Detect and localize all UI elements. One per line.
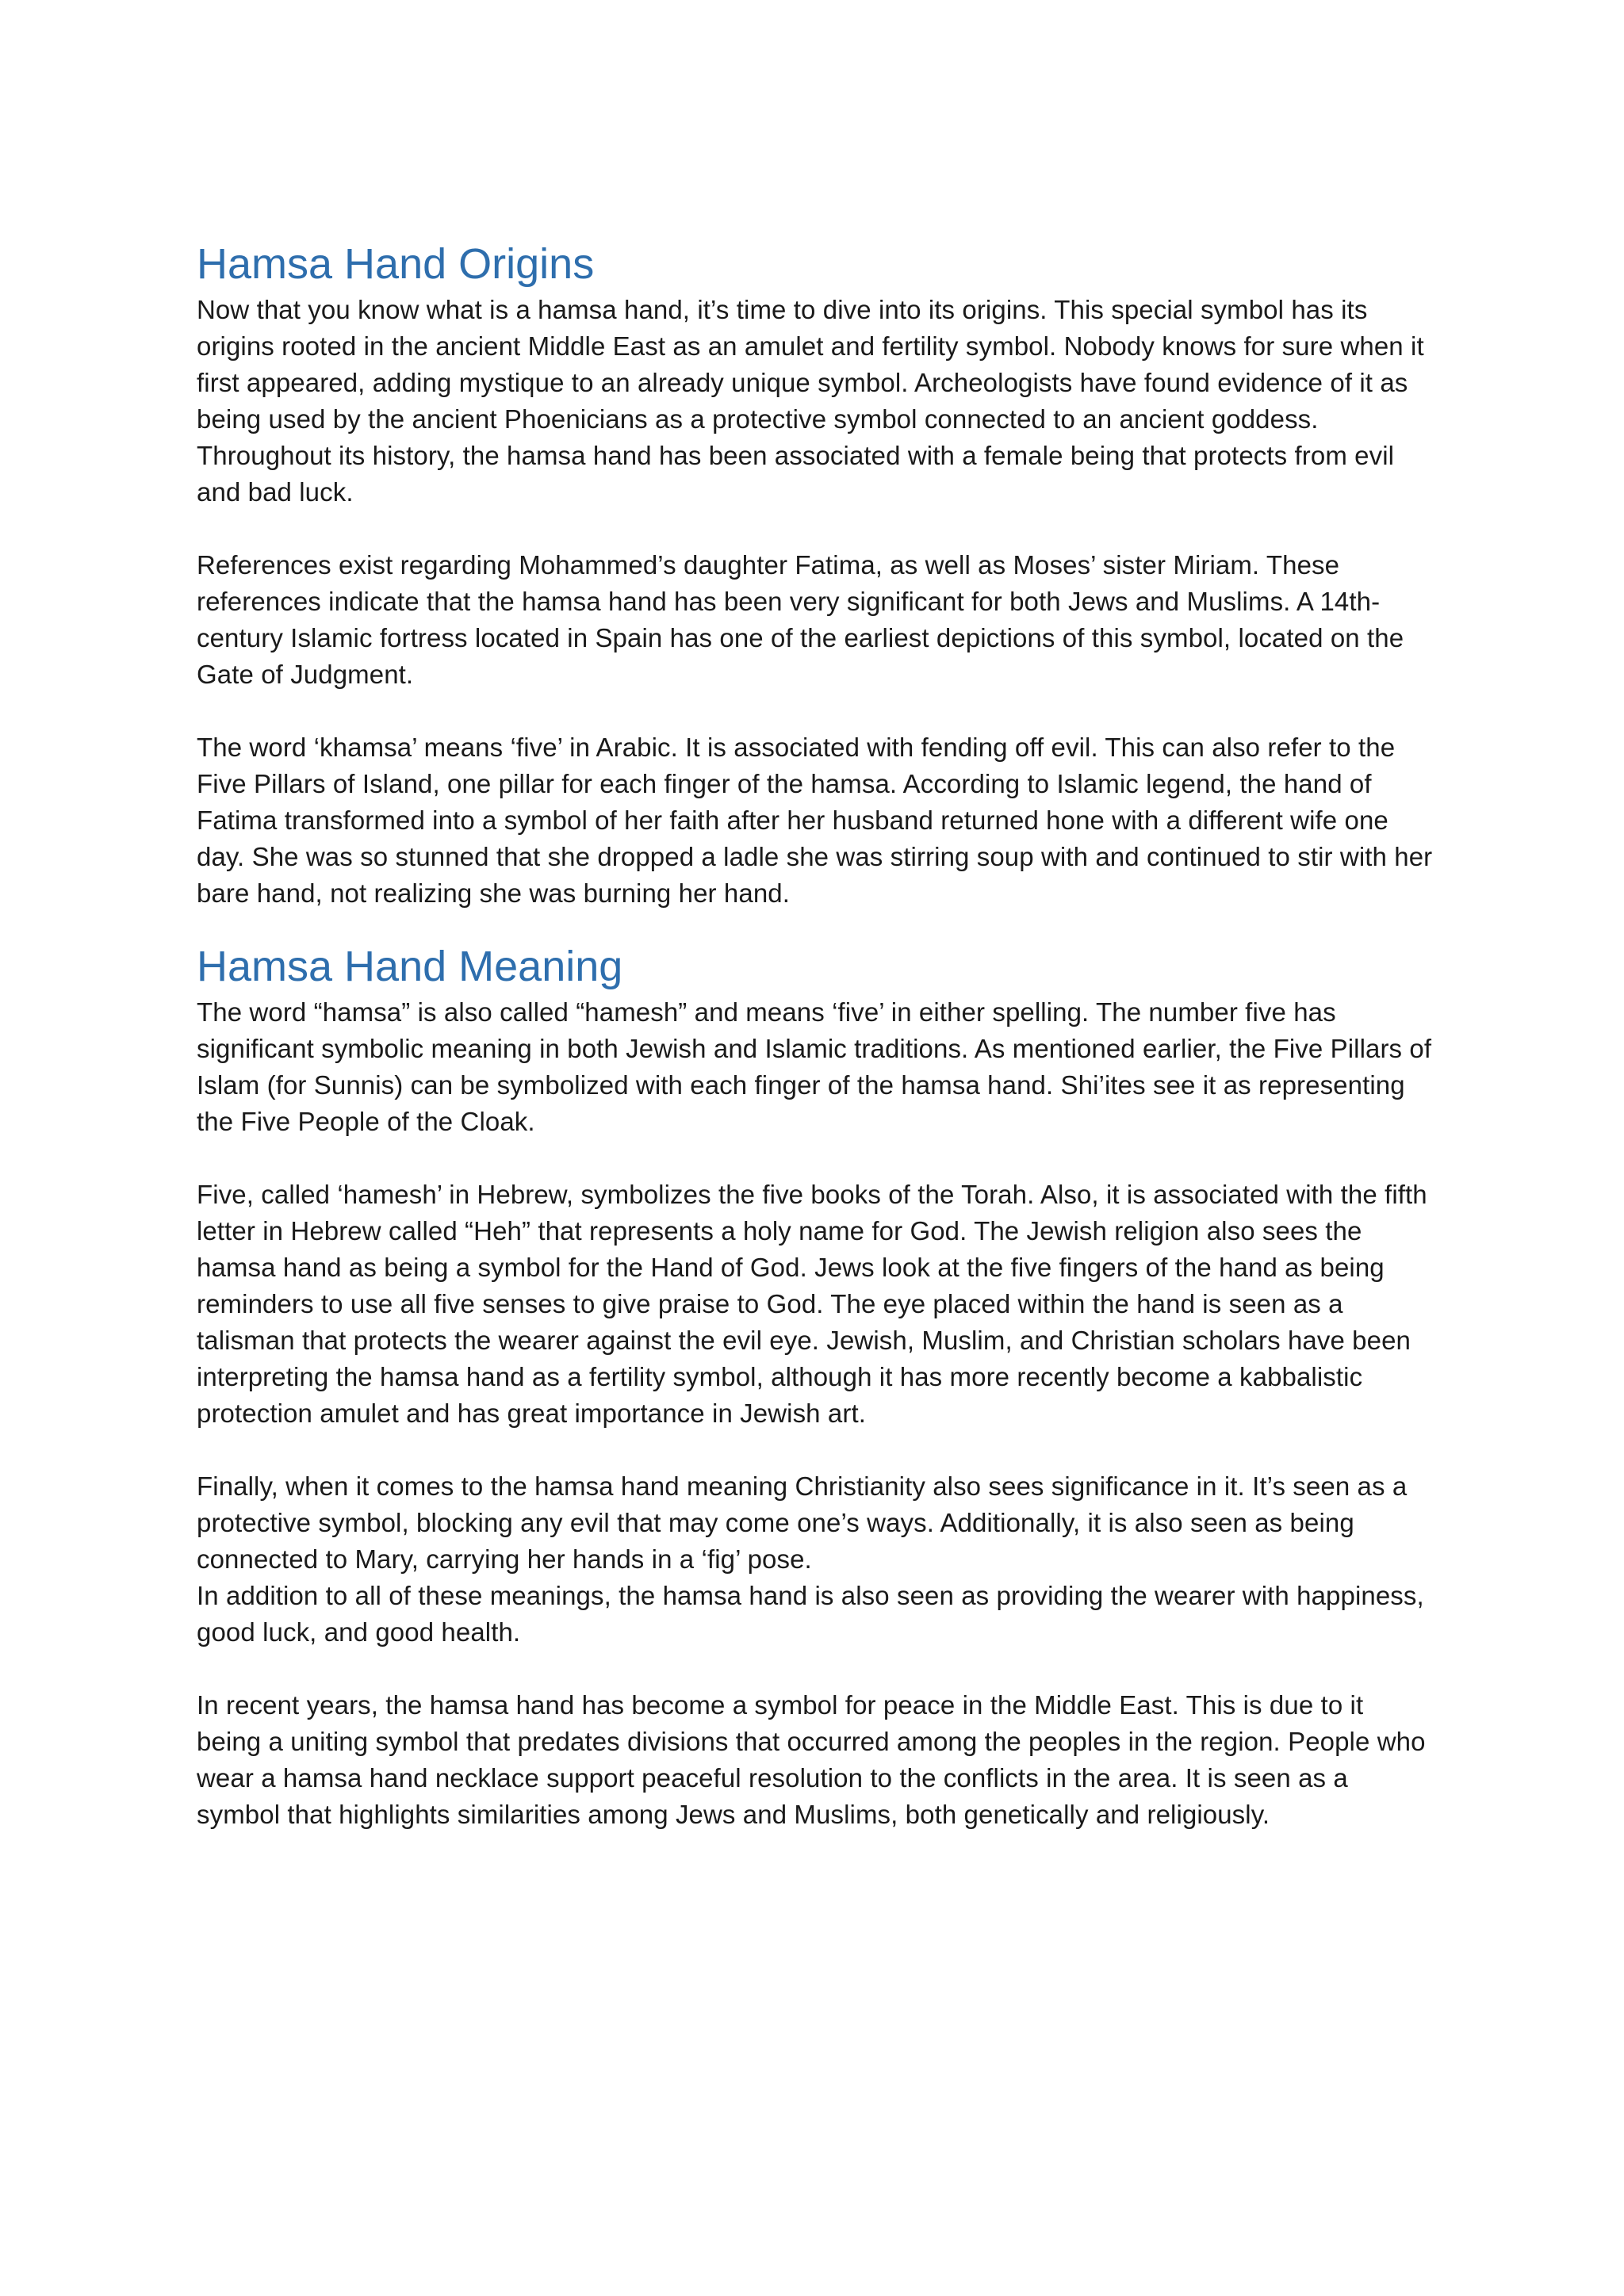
paragraph: The word ‘khamsa’ means ‘five’ in Arabic. It is associated with fending off evil. This can also refer to the Five Pillars of Island, one pillar for each finger of the hamsa. According to Islamic legend, the hand of Fatima transformed into a symbol of her faith after her husband returned hone with a different wife one day. She was so stunned that she dropped a ladle she was stirring soup with and continued to stir with her bare hand, not realizing she was burning her hand. xyxy=(197,733,1433,908)
section-hamsa-hand-meaning xyxy=(197,940,1434,1833)
paragraph: In recent years, the hamsa hand has become a symbol for peace in the Middle East. This is due to it being a uniting symbol that predates divisions that occurred among the peoples in the region. People who wear a hamsa hand necklace support peaceful resolution to the conflicts in the area. It is seen as a symbol that highlights similarities among Jews and Muslims, both genetically and religiously. xyxy=(197,1690,1426,1829)
paragraph: Now that you know what is a hamsa hand, it’s time to dive into its origins. This special symbol has its origins rooted in the ancient Middle East as an amulet and fertility symbol. Nobody knows for sure when it first appeared, adding mystique to an already unique symbol. Archeologists have found evidence of it as being used by the ancient Phoenicians as a protective symbol connected to an ancient goddess. Throughout its history, the hamsa hand has been associated with a female being that protects from evil and bad luck. xyxy=(197,295,1424,507)
paragraph: References exist regarding Mohammed’s daughter Fatima, as well as Moses’ sister Miriam. These references indicate that the hamsa hand has been very significant for both Jews and Muslims. A 14th-century Islamic fortress located in Spain has one of the earliest depictions of this symbol, located on the Gate of Judgment. xyxy=(197,550,1404,689)
paragraph: Finally, when it comes to the hamsa hand meaning Christianity also sees significance in it. It’s seen as a protective symbol, blocking any evil that may come one’s ways. Additionally, it is also seen as being connected to Mary, carrying her hands in a ‘fig’ pose. xyxy=(197,1471,1408,1574)
paragraph: The word “hamsa” is also called “hamesh” and means ‘five’ in either spelling. The number five has significant symbolic meaning in both Jewish and Islamic traditions. As mentioned earlier, the Five Pillars of Islam (for Sunnis) can be symbolized with each finger of the hamsa hand. Shi’ites see it as representing the Five People of the Cloak. xyxy=(197,997,1432,1136)
section-heading: Hamsa Hand Meaning xyxy=(197,943,623,990)
page-content xyxy=(197,238,1434,1833)
paragraph: Five, called ‘hamesh’ in Hebrew, symbolizes the five books of the Torah. Also, it is associated with the fifth letter in Hebrew called “Heh” that represents a holy name for God. The Jewish religion also sees the hamsa hand as being a symbol for the Hand of God. Jews look at the five fingers of the hand as being reminders to use all five senses to give praise to God. The eye placed within the hand is seen as a talisman that protects the wearer against the evil eye. Jewish, Muslim, and Christian scholars have been interpreting the hamsa hand as a fertility symbol, although it has more recently become a kabbalistic protection amulet and has great importance in Jewish art. xyxy=(197,1180,1427,1428)
section-heading: Hamsa Hand Origins xyxy=(197,240,595,288)
paragraph: In addition to all of these meanings, the hamsa hand is also seen as providing the wearer with happiness, good luck, and good health. xyxy=(197,1581,1424,1647)
section-hamsa-hand-origins xyxy=(197,238,1434,912)
